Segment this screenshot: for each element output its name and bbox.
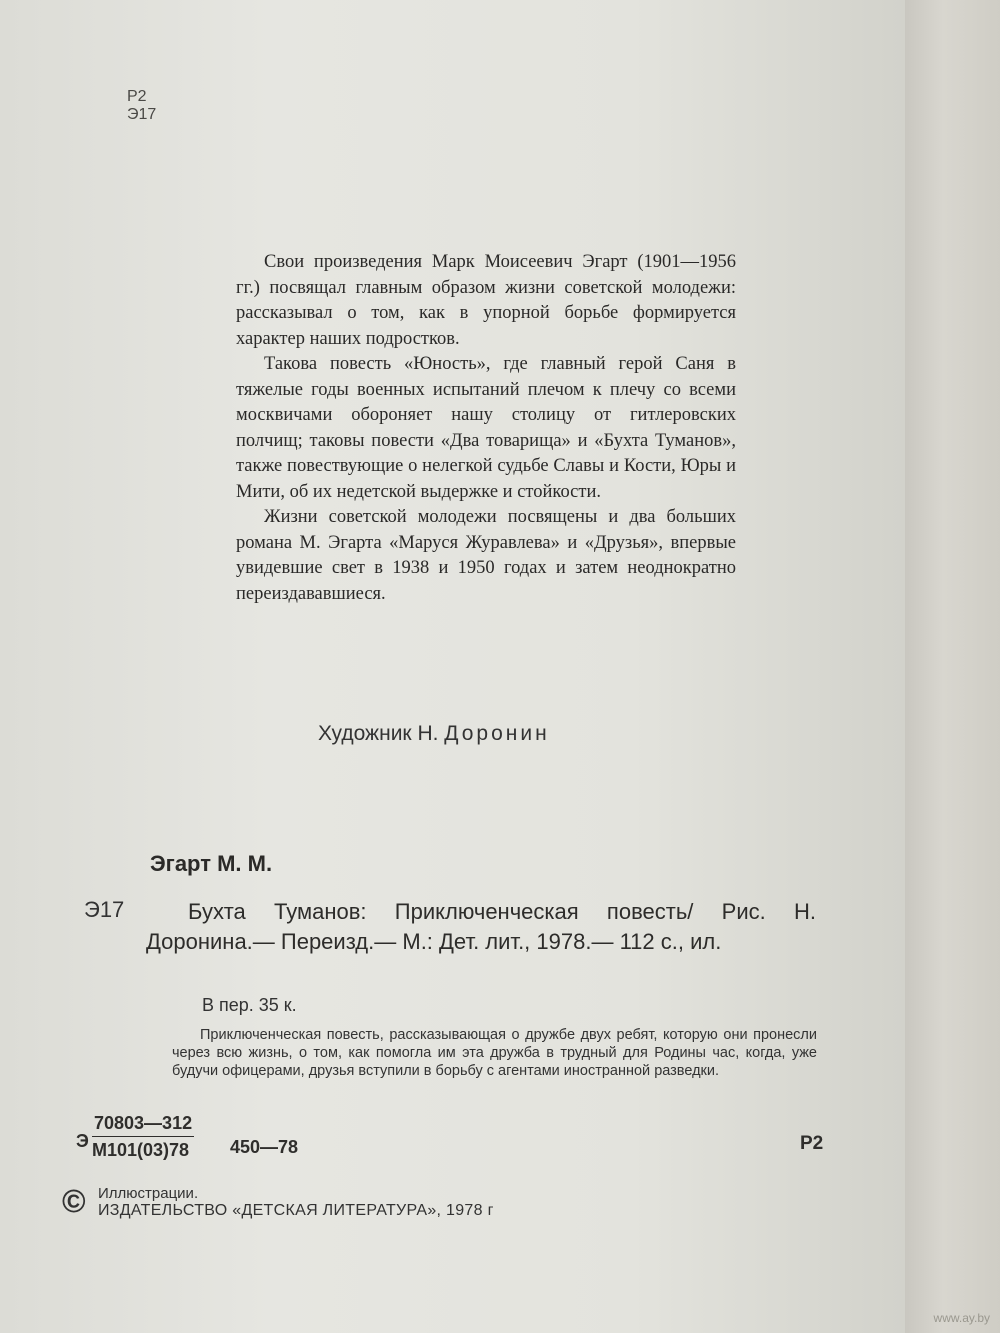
annotation-paragraph-1: Свои произведения Марк Моисеевич Эгарт (1901—1956 гг.) посвящал главным образом жизни советской молодежи: рассказывал о том, как в упорной борьбе формируется характер наших подростков. <box>236 252 736 349</box>
book-annotation <box>236 250 736 607</box>
adjacent-page-edge <box>905 0 1000 1333</box>
index-fraction <box>92 1113 194 1161</box>
copyright-line2: ИЗДАТЕЛЬСТВО «ДЕТСКАЯ ЛИТЕРАТУРА», 1978 г <box>98 1202 494 1219</box>
copyright-line1: Иллюстрации. <box>98 1185 199 1202</box>
index-denominator: М101(03)78 <box>92 1140 190 1160</box>
corner-code-line2: Э17 <box>127 106 157 123</box>
catalog-price: В пер. 35 к. <box>202 995 297 1015</box>
watermark: www.ay.by <box>933 1311 990 1325</box>
corner-classification-code <box>127 88 156 124</box>
catalog-classification: Р2 <box>800 1133 824 1154</box>
index-prefix: Э <box>76 1131 89 1151</box>
catalog-summary: Приключенческая повесть, рассказывающая о дружбе двух ребят, которую они пронесли через всю жизнь, о том, как помогла им эта дружба в трудный для Родины час, когда, уже будучи офицерами, друзья вступили в борьбу с агентами иностранной разведки. <box>172 1027 817 1079</box>
artist-prefix: Художник Н. <box>318 722 439 745</box>
catalog-entry: Бухта Туманов: Приключенческая повесть/ Рис. Н. Доронина.— Переизд.— М.: Дет. лит., 1978.— 112 с., ил. <box>146 899 816 954</box>
index-tail: 450—78 <box>230 1137 299 1157</box>
artist-credit <box>318 722 550 746</box>
annotation-paragraph-2: Такова повесть «Юность», где главный герой Саня в тяжелые годы военных испытаний плечом к плечу со всеми москвичами обороняет нашу столицу от гитлеровских полчищ; таковы повести «Два товарища» и «Бухта Туманов», также повествующие о нелегкой судьбе Славы и Кости, Юры и Мити, об их недетской выдержке и стойкости. <box>236 354 736 502</box>
copyright-icon: © <box>62 1183 86 1219</box>
index-numerator: 70803—312 <box>92 1113 194 1137</box>
corner-code-line1: Р2 <box>127 88 147 105</box>
catalog-code: Э17 <box>84 897 125 922</box>
catalog-author: Эгарт М. М. <box>150 851 273 876</box>
artist-name: Доронин <box>444 722 550 745</box>
annotation-paragraph-3: Жизни советской молодежи посвящены и два больших романа М. Эгарта «Маруся Журавлева» и «Друзья», впервые увидевшие свет в 1938 и 1950 годах и затем неоднократно переиздававшиеся. <box>236 507 736 604</box>
